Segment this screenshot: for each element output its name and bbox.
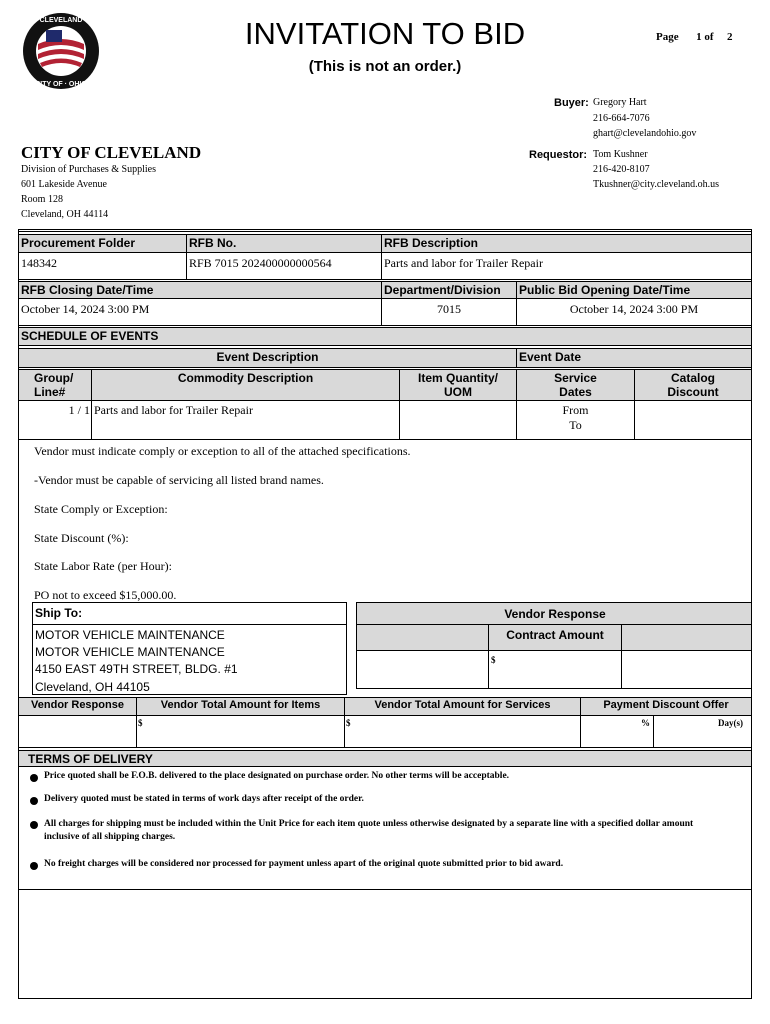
page-label: Page <box>656 31 679 43</box>
ship-to-label: Ship To: <box>35 606 83 620</box>
row-line-number: 1 / 1 <box>68 403 90 417</box>
contract-amount-label: Contract Amount <box>506 628 604 642</box>
page-subtitle: (This is not an order.) <box>308 58 462 75</box>
procurement-folder-value: 148342 <box>21 256 57 270</box>
col-group-line: Group/ Line# <box>34 371 74 399</box>
rfb-description-label: RFB Description <box>384 236 479 250</box>
department-division-value: 7015 <box>437 302 461 316</box>
contract-amount-input[interactable] <box>497 652 619 687</box>
vendor-total-services-label: Vendor Total Amount for Services <box>374 699 551 711</box>
services-total-input[interactable] <box>353 716 579 746</box>
buyer-name: Gregory Hart <box>593 97 647 108</box>
bullet-icon <box>30 821 38 829</box>
requestor-email: Tkushner@city.cleveland.oh.us <box>593 179 720 190</box>
row-service-from: From <box>562 403 589 417</box>
discount-percent: % <box>641 718 650 728</box>
rfb-closing-label: RFB Closing Date/Time <box>21 283 154 297</box>
rfb-no-value: RFB 7015 202400000000564 <box>189 256 332 270</box>
payment-discount-offer-label: Payment Discount Offer <box>603 699 729 711</box>
requestor-phone: 216-420-8107 <box>593 164 650 175</box>
rfb-closing-value: October 14, 2024 3:00 PM <box>21 302 150 316</box>
org-city: Cleveland, OH 44114 <box>21 209 109 220</box>
bullet-icon <box>30 862 38 870</box>
public-bid-opening-value: October 14, 2024 3:00 PM <box>569 302 699 316</box>
vendor-response-label: Vendor Response <box>31 699 124 711</box>
term-item-2: Delivery quoted must be stated in terms of work days after receipt of the order. <box>44 794 364 804</box>
buyer-phone: 216-664-7076 <box>593 113 650 124</box>
note-2: -Vendor must be capable of servicing all listed brand names. <box>34 473 324 487</box>
org-division: Division of Purchases & Supplies <box>21 164 156 175</box>
ship-to-line-3: 4150 EAST 49TH STREET, BLDG. #1 <box>35 662 238 676</box>
discount-days: Day(s) <box>718 718 743 728</box>
page-number <box>656 31 733 43</box>
org-room: Room 128 <box>21 194 63 205</box>
term-item-4: No freight charges will be considered nor processed for payment unless apart of the original quote submitted prior to bid award. <box>44 859 564 869</box>
buyer-email: ghart@clevelandohio.gov <box>593 128 697 139</box>
requestor-label: Requestor: <box>529 149 588 161</box>
department-division-label: Department/Division <box>384 283 501 297</box>
items-total-input[interactable] <box>145 716 343 746</box>
page-total: 2 <box>727 31 733 43</box>
org-name: CITY OF CLEVELAND <box>21 143 202 162</box>
public-bid-opening-label: Public Bid Opening Date/Time <box>519 283 691 297</box>
note-6: PO not to exceed $15,000.00. <box>34 588 177 602</box>
vendor-response-title: Vendor Response <box>504 607 606 621</box>
event-date-label: Event Date <box>519 350 582 364</box>
svg-text:CLEVELAND: CLEVELAND <box>39 17 83 24</box>
ship-to-line-1: MOTOR VEHICLE MAINTENANCE <box>35 628 225 642</box>
term-item-3: All charges for shipping must be included within the Unit Price for each item quote unless otherwise designated by a separate line with a specified dollar amount inclusive of all shipping charges. <box>44 819 694 842</box>
rfb-no-label: RFB No. <box>189 236 237 250</box>
terms-of-delivery-title: TERMS OF DELIVERY <box>28 752 153 766</box>
note-3: State Comply or Exception: <box>34 502 168 516</box>
items-total-dollar: $ <box>138 718 143 728</box>
requestor-name: Tom Kushner <box>593 149 648 160</box>
discount-percent-input[interactable] <box>582 716 640 746</box>
page-current: 1 <box>696 31 702 43</box>
note-5: State Labor Rate (per Hour): <box>34 559 172 573</box>
vendor-total-items-label: Vendor Total Amount for Items <box>160 699 321 711</box>
note-4: State Discount (%): <box>34 531 129 545</box>
col-service-dates: Service Dates <box>554 371 597 399</box>
row-commodity-description: Parts and labor for Trailer Repair <box>94 403 253 417</box>
bullet-icon <box>30 797 38 805</box>
city-seal-logo <box>22 12 100 90</box>
col-commodity-description: Commodity Description <box>177 371 314 385</box>
org-street: 601 Lakeside Avenue <box>21 179 107 190</box>
services-total-dollar: $ <box>346 718 351 728</box>
event-description-label: Event Description <box>216 350 319 364</box>
page-title: INVITATION TO BID <box>244 16 526 51</box>
row-service-to: To <box>569 418 582 432</box>
col-catalog-discount: Catalog Discount <box>667 371 719 399</box>
schedule-of-events-title: SCHEDULE OF EVENTS <box>21 329 159 343</box>
col-item-quantity-uom: Item Quantity/ UOM <box>417 371 498 399</box>
contract-amount-dollar: $ <box>491 655 496 665</box>
bullet-icon <box>30 774 38 782</box>
procurement-folder-label: Procurement Folder <box>21 236 136 250</box>
discount-days-input[interactable] <box>655 716 717 746</box>
note-1: Vendor must indicate comply or exception to all of the attached specifications. <box>34 444 411 458</box>
page-of: of <box>704 31 714 43</box>
rfb-description-value: Parts and labor for Trailer Repair <box>384 256 543 270</box>
term-item-1: Price quoted shall be F.O.B. delivered to the place designated on purchase order. No other terms will be acceptable. <box>44 771 510 781</box>
buyer-label: Buyer: <box>554 97 589 109</box>
svg-text:CITY OF · OHIO: CITY OF · OHIO <box>35 81 87 88</box>
ship-to-line-2: MOTOR VEHICLE MAINTENANCE <box>35 645 225 659</box>
ship-to-line-4: Cleveland, OH 44105 <box>35 680 150 694</box>
